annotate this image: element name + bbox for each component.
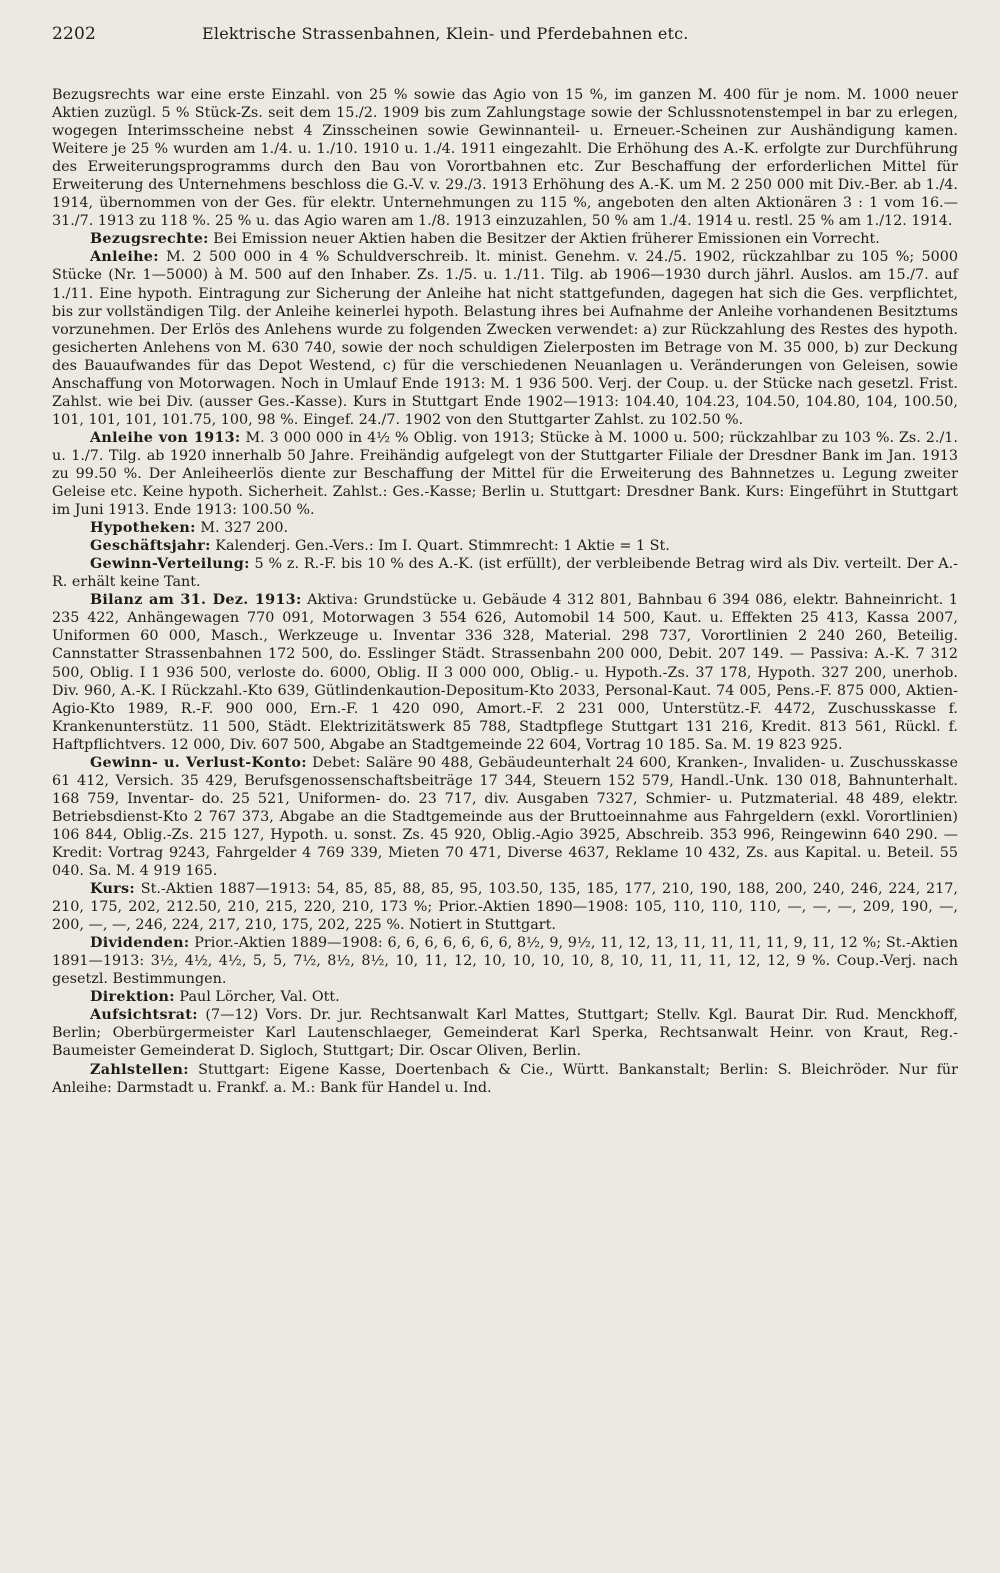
paragraph-text: Paul Lörcher, Val. Ott. — [174, 989, 340, 1006]
paragraph-lead: Dividenden: — [90, 935, 190, 952]
paragraph-lead: Gewinn- u. Verlust-Konto: — [90, 754, 307, 771]
paragraph-gewinn-verteilung — [52, 555, 958, 591]
paragraph-text: 5 % z. R.-F. bis 10 % des A.-K. (ist erfüllt), der verbleibende Betrag wird als Div. verteilt. Der A.-R. erhält keine Tant. — [52, 556, 958, 591]
paragraph-lead: Kurs: — [90, 881, 136, 898]
paragraph-text: Stuttgart: Eigene Kasse, Doertenbach & Cie., Württ. Bankanstalt; Berlin: S. Bleichröder. Nur für Anleihe: Darmstadt u. Frankf. a. M.: Bank für Handel u. Ind. — [52, 1061, 958, 1096]
paragraph-text: Bezugsrechts war eine erste Einzahl. von 25 % sowie das Agio von 15 %, im ganzen M. 400 für je nom. M. 1000 neuer Aktien zuzügl. 5 % Stück-Zs. seit dem 15./2. 1909 bis zum Zahlungstage sowie der Schlussnotenstempel in bar zu erlegen, wogegen Interimsscheine nebst 4 Zinsscheinen sowie Gewinnanteil- u. Erneuer.-Scheinen zur Aushändigung kamen. Weitere je 25 % wurden am 1./4. u. 1./10. 1910 u. 1./4. 1911 eingezahlt. Die Erhöhung des A.-K. erfolgte zur Durchführung des Erweiterungsprogramms durch den Bau von Vorortbahnen etc. Zur Beschaffung der erforderlichen Mittel für Erweiterung des Unternehmens beschloss die G.-V. v. 29./3. 1913 Erhöhung des A.-K. um M. 2 250 000 mit Div.-Ber. ab 1./4. 1914, übernommen von der Ges. für elektr. Unternehmungen zu 115 %, angeboten den alten Aktionären 3 : 1 vom 16.—31./7. 1913 zu 118 %. 25 % u. das Agio waren am 1./8. 1913 einzuzahlen, 50 % am 1./4. 1914 u. restl. 25 % am 1./12. 1914. — [52, 87, 958, 230]
paragraph-lead: Geschäftsjahr: — [90, 538, 211, 555]
paragraph-lead: Bezugsrechte: — [90, 231, 209, 248]
paragraph-lead: Bilanz am 31. Dez. 1913: — [90, 592, 302, 609]
page-number: 2202 — [52, 24, 97, 44]
paragraph-bilanz — [52, 591, 958, 753]
paragraph-text: Bei Emission neuer Aktien haben die Besitzer der Aktien früherer Emissionen ein Vorrecht. — [208, 231, 880, 248]
paragraph-text: Aktiva: Grundstücke u. Gebäude 4 312 801, Bahnbau 6 394 086, elektr. Bahneinricht. 1 235 422, Anhängewagen 770 091, Motorwagen 3 554 626, Automobil 14 500, Kaut. u. Effekten 25 413, Kassa 2007, Uniformen 60 000, Masch., Werkzeuge u. Inventar 336 328, Material. 298 737, Vorortlinien 2 240 260, Beteilig. Cannstatter Strassenbahnen 172 500, do. Esslinger Städt. Strassenbahn 200 000, Debit. 207 149. — Passiva: A.-K. 7 312 500, Oblig. I 1 936 500, verloste do. 6000, Oblig. II 3 000 000, Oblig.- u. Hypoth.-Zs. 37 178, Hypoth. 327 200, unerhob. Div. 960, A.-K. I Rückzahl.-Kto 639, Gütlindenkaution-Depositum-Kto 2033, Personal-Kaut. 74 005, Pens.-F. 875 000, Aktien-Agio-Kto 1989, R.-F. 900 000, Ern.-F. 1 420 090, Amort.-F. 2 231 000, Unterstütz.-F. 4472, Zuschusskasse f. Krankenunterstütz. 11 500, Städt. Elektrizitätswerk 85 788, Stadtpflege Stuttgart 131 216, Kredit. 813 561, Rückl. f. Haftpflichtvers. 12 000, Div. 607 500, Abgabe an Stadtgemeinde 22 604, Vortrag 10 185. Sa. M. 19 823 925. — [52, 592, 958, 753]
document-body — [52, 86, 958, 1097]
paragraph-anleihe-1913 — [52, 429, 958, 519]
paragraph-text: M. 3 000 000 in 4½ % Oblig. von 1913; Stücke à M. 1000 u. 500; rückzahlbar zu 103 %. Zs. 2./1. u. 1./7. Tilg. ab 1920 innerhalb 50 Jahre. Freihändig aufgelegt von der Stuttgarter Filiale der Dresdner Bank im Jan. 1913 zu 99.50 %. Der Anleiheerlös diente zur Beschaffung der Mittel für die Erweiterung des Bahnnetzes u. Legung zweiter Geleise etc. Keine hypoth. Sicherheit. Zahlst.: Ges.-Kasse; Berlin u. Stuttgart: Dresdner Bank. Kurs: Eingeführt in Stuttgart im Juni 1913. Ende 1913: 100.50 %. — [52, 429, 958, 519]
paragraph-text: St.-Aktien 1887—1913: 54, 85, 85, 88, 85, 95, 103.50, 135, 185, 177, 210, 190, 188, 200, 240, 246, 224, 217, 210, 175, 202, 212.50, 210, 215, 220, 210, 173 %; Prior.-Aktien 1890—1908: 105, 110, 110, 110, —, —, —, 209, 190, —, 200, —, —, 246, 224, 217, 210, 175, 202, 225 %. Notiert in Stuttgart. — [52, 881, 958, 934]
paragraph-hypotheken — [52, 519, 958, 537]
paragraph-kurs — [52, 880, 958, 934]
paragraph-bezugsrechte — [52, 230, 958, 248]
paragraph-zahlstellen — [52, 1061, 958, 1097]
paragraph-text: M. 2 500 000 in 4 % Schuldverschreib. lt. minist. Genehm. v. 24./5. 1902, rückzahlbar zu 105 %; 5000 Stücke (Nr. 1—5000) à M. 500 auf den Inhaber. Zs. 1./5. u. 1./11. Tilg. ab 1906—1930 durch jährl. Auslos. am 15./7. auf 1./11. Eine hypoth. Eintragung zur Sicherung der Anleihe hat nicht stattgefunden, dagegen hat sich die Ges. verpflichtet, bis zur vollständigen Tilg. der Anleihe keinerlei hypoth. Belastung ihres bei Aufnahme der Anleihe vorhandenen Besitztums vorzunehmen. Der Erlös des Anlehens wurde zu folgenden Zwecken verwendet: a) zur Rückzahlung des Restes des hypoth. gesicherten Anlehens von M. 630 740, sowie der noch schuldigen Zielerposten im Betrage von M. 35 000, b) zur Deckung des Bauaufwandes für das Depot Westend, c) für die verschiedenen Neuanlagen u. Veränderungen von Geleisen, sowie Anschaffung von Motorwagen. Noch in Umlauf Ende 1913: M. 1 936 500. Verj. der Coup. u. der Stücke nach gesetzl. Frist. Zahlst. wie bei Div. (ausser Ges.-Kasse). Kurs in Stuttgart Ende 1902—1913: 104.40, 104.23, 104.50, 104.80, 104, 100.50, 101, 101, 101, 101.75, 100, 98 %. Eingef. 24./7. 1902 von den Stuttgarter Zahlst. zu 102.50 %. — [52, 249, 958, 428]
paragraph-lead: Zahlstellen: — [90, 1061, 189, 1078]
paragraph-lead: Anleihe von 1913: — [90, 429, 241, 446]
paragraph-direktion — [52, 988, 958, 1006]
paragraph-geschaeftsjahr — [52, 537, 958, 555]
paragraph-gewinn-verlust-konto — [52, 754, 958, 880]
paragraph-text: Prior.-Aktien 1889—1908: 6, 6, 6, 6, 6, 6, 6, 8½, 9, 9½, 11, 12, 13, 11, 11, 11, 11, 9, 11, 12 %; St.-Aktien 1891—1913: 3½, 4½, 4½, 5, 5, 7½, 8½, 8½, 10, 11, 12, 10, 10, 10, 10, 8, 10, 11, 11, 11, 12, 12, 9 %. Coup.-Verj. nach gesetzl. Bestimmungen. — [52, 935, 958, 988]
running-title: Elektrische Strassenbahnen, Klein- und Pferdebahnen etc. — [202, 24, 689, 43]
paragraph-lead: Direktion: — [90, 989, 175, 1006]
paragraph-aufsichtsrat — [52, 1006, 958, 1060]
paragraph-lead: Aufsichtsrat: — [90, 1007, 198, 1024]
paragraph-dividenden — [52, 934, 958, 988]
paragraph-text: M. 327 200. — [195, 520, 289, 537]
paragraph-lead: Anleihe: — [90, 249, 159, 266]
paragraph-lead: Gewinn-Verteilung: — [90, 556, 250, 573]
paragraph-bezugsrechts-continued — [52, 86, 958, 230]
page-header — [52, 24, 958, 58]
paragraph-text: (7—12) Vors. Dr. jur. Rechtsanwalt Karl Mattes, Stuttgart; Stellv. Kgl. Baurat Dir. Rud. Menckhoff, Berlin; Oberbürgermeister Karl Lautenschlaeger, Gemeinderat Karl Sperka, Rechtsanwalt Heinr. von Kraut, Reg.-Baumeister Gemeinderat D. Sigloch, Stuttgart; Dir. Oscar Oliven, Berlin. — [52, 1007, 958, 1060]
paragraph-anleihe — [52, 248, 958, 428]
paragraph-lead: Hypotheken: — [90, 520, 196, 537]
paragraph-text: Kalenderj. Gen.-Vers.: Im I. Quart. Stimmrecht: 1 Aktie = 1 St. — [210, 538, 670, 555]
paragraph-text: Debet: Saläre 90 488, Gebäudeunterhalt 24 600, Kranken-, Invaliden- u. Zuschusskasse 61 412, Versich. 35 429, Berufsgenossenschaftsbeiträge 17 344, Steuern 152 579, Handl.-Unk. 130 018, Bahnunterhalt. 168 759, Inventar- do. 25 521, Uniformen- do. 23 717, div. Ausgaben 7327, Schmier- u. Putzmaterial. 48 489, elektr. Betriebsdienst-Kto 2 767 373, Abgabe an die Stadtgemeinde aus der Bruttoeinnahme aus Fahrgeldern (exkl. Vorortlinien) 106 844, Oblig.-Zs. 215 127, Hypoth. u. sonst. Zs. 45 920, Oblig.-Agio 3925, Abschreib. 353 996, Reingewinn 640 290. — Kredit: Vortrag 9243, Fahrgelder 4 769 339, Mieten 70 471, Diverse 4637, Reklame 10 432, Zs. aus Kapital. u. Beteil. 55 040. Sa. M. 4 919 165. — [52, 754, 958, 880]
